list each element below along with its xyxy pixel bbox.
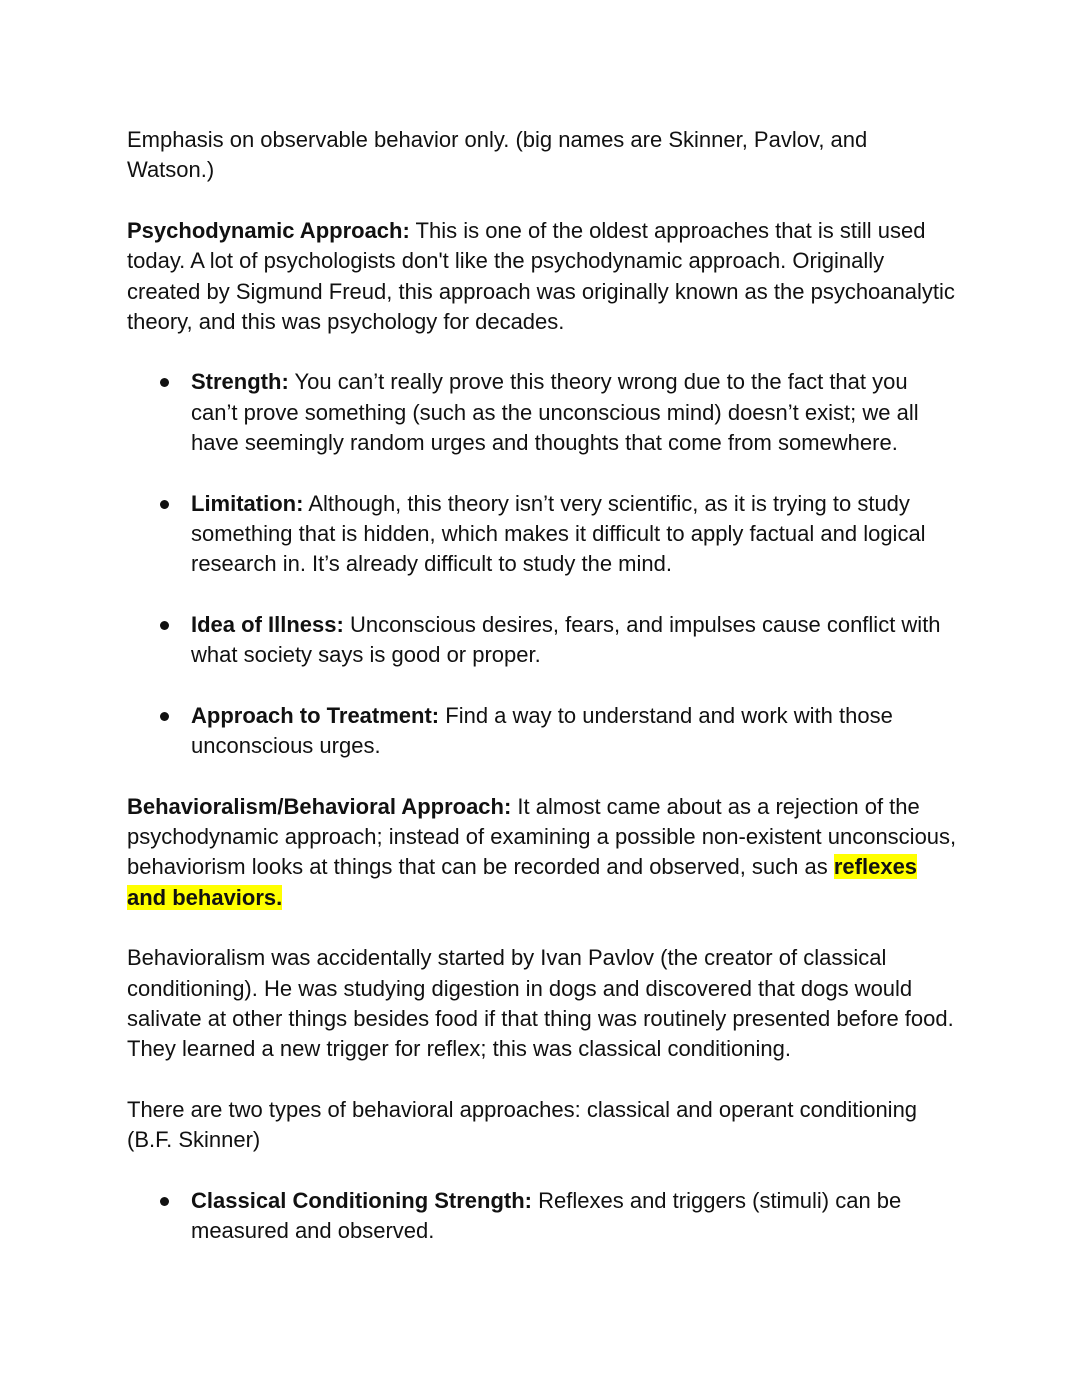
list-item bbox=[127, 610, 957, 671]
bullet-text: You can’t really prove this theory wrong due to the fact that you can’t prove something (such as the unconscious mind) doesn’t exist; we all have seemingly random urges and thoughts that come from somewhere. bbox=[191, 369, 919, 456]
bullet-text: Unconscious desires, fears, and impulses cause conflict with what society says is good or proper. bbox=[191, 611, 941, 668]
psychodynamic-paragraph bbox=[127, 216, 957, 338]
behavioral-paragraph bbox=[127, 792, 957, 914]
document-page bbox=[127, 125, 957, 1246]
bullet-icon bbox=[160, 378, 169, 387]
intro-text: Emphasis on observable behavior only. (big names are Skinner, Pavlov, and Watson.) bbox=[127, 127, 868, 183]
psychodynamic-bullet-list bbox=[127, 367, 957, 761]
types-text: There are two types of behavioral approaches: classical and operant conditioning (B.F. Skinner) bbox=[127, 1096, 918, 1153]
bullet-label: Approach to Treatment: bbox=[191, 702, 440, 728]
list-item bbox=[127, 1186, 957, 1247]
bullet-icon bbox=[160, 712, 169, 721]
bullet-text: Although, this theory isn’t very scientific, as it is trying to study something that is hidden, which makes it difficult to apply factual and logical research in. It’s already difficult to study the mind. bbox=[191, 490, 926, 577]
behavioral-heading: Behavioralism/Behavioral Approach: bbox=[127, 793, 512, 819]
bullet-label: Idea of Illness: bbox=[191, 611, 344, 637]
classical-bullet-list bbox=[127, 1186, 957, 1247]
intro-paragraph bbox=[127, 125, 957, 186]
bullet-text: Reflexes and triggers (stimuli) can be measured and observed. bbox=[191, 1187, 902, 1243]
bullet-label: Limitation: bbox=[191, 490, 304, 516]
list-item bbox=[127, 489, 957, 580]
bullet-icon bbox=[160, 1197, 169, 1206]
bullet-label: Strength: bbox=[191, 369, 289, 395]
pavlov-text: Behavioralism was accidentally started by Ivan Pavlov (the creator of classical conditioning). He was studying digestion in dogs and discovered that dogs would salivate at other things besides food if that thing was routinely presented before food. They learned a new trigger for reflex; this was classical conditioning. bbox=[127, 945, 954, 1062]
bullet-text: Find a way to understand and work with those unconscious urges. bbox=[191, 702, 893, 759]
bullet-icon bbox=[160, 621, 169, 630]
psychodynamic-body: This is one of the oldest approaches that is still used today. A lot of psychologists don't like the psychodynamic approach. Originally created by Sigmund Freud, this approach was originally known as the psychoanalytic theory, and this was psychology for decades. bbox=[127, 217, 955, 335]
types-paragraph bbox=[127, 1095, 957, 1156]
list-item bbox=[127, 701, 957, 762]
highlighted-text: reflexes and behaviors. bbox=[127, 854, 918, 910]
pavlov-paragraph bbox=[127, 943, 957, 1065]
behavioral-body: It almost came about as a rejection of the psychodynamic approach; instead of examining a possible non-existent unconscious, behaviorism looks at things that can be recorded and observed, such as bbox=[127, 793, 957, 880]
bullet-label: Classical Conditioning Strength: bbox=[191, 1187, 533, 1213]
bullet-icon bbox=[160, 500, 169, 509]
list-item bbox=[127, 367, 957, 458]
psychodynamic-heading: Psychodynamic Approach: bbox=[127, 217, 410, 243]
